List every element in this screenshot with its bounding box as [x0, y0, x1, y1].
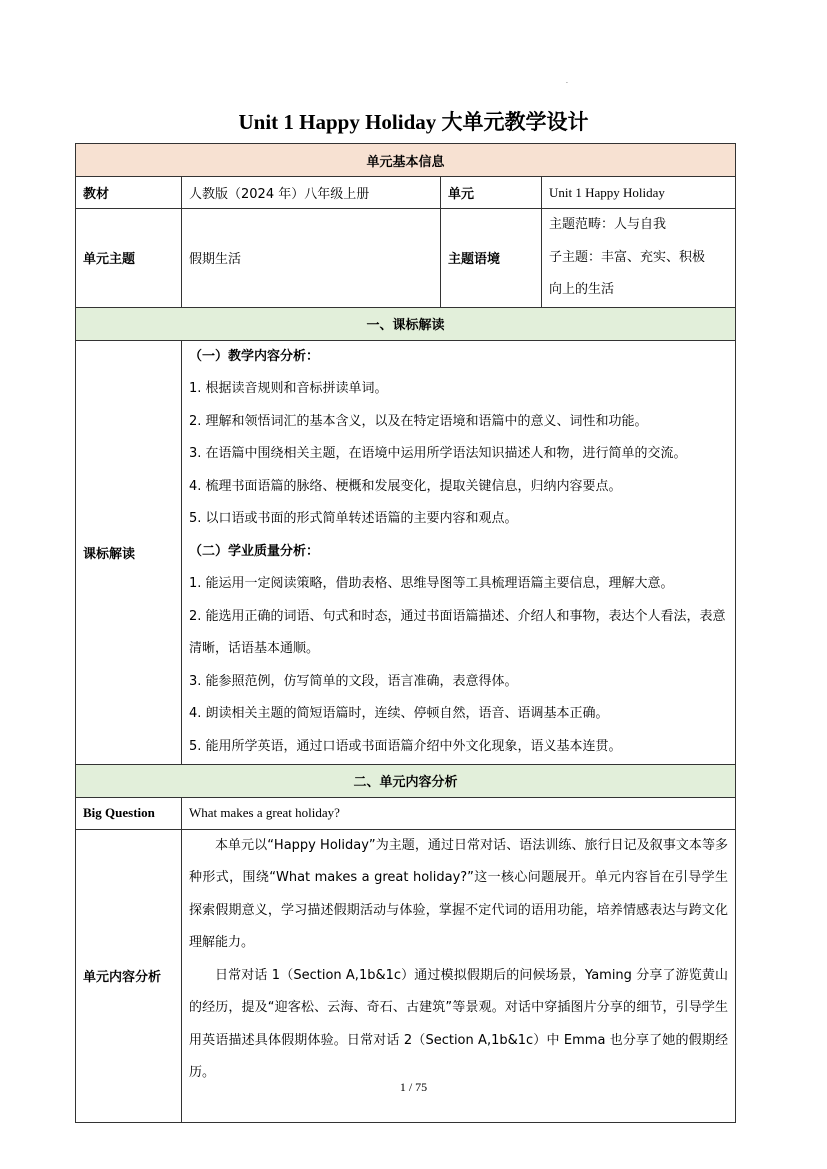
section1-content: [182, 340, 736, 764]
context-label: 主题语境: [441, 209, 542, 308]
theme-label: 单元主题: [76, 209, 182, 308]
context-line: 向上的生活: [549, 282, 615, 297]
list-item: 5. 以口语或书面的形式简单转述语篇的主要内容和观点。: [189, 511, 518, 527]
theme-value: 假期生活: [182, 209, 441, 308]
quality-subtitle: （二）学业质量分析：: [189, 543, 320, 559]
unit-value: Unit 1 Happy Holiday: [542, 177, 736, 209]
page-number: 1 / 75: [399, 1080, 428, 1094]
list-item: 2. 理解和领悟词汇的基本含义，以及在特定语境和语篇中的意义、词性和功能。: [189, 413, 648, 429]
list-item: 1. 根据读音规则和音标拼读单词。: [189, 381, 388, 397]
context-line: 子主题：丰富、充实、积极: [549, 249, 706, 265]
textbook-label: 教材: [76, 177, 182, 209]
unit-design-table: [75, 143, 736, 1123]
textbook-value: 人教版（2024 年）八年级上册: [182, 177, 441, 209]
list-item: 1. 能运用一定阅读策略，借助表格、思维导图等工具梳理语篇主要信息，理解大意。: [189, 576, 674, 592]
list-item: 3. 能参照范例，仿写简单的文段，语言准确，表意得体。: [189, 673, 518, 689]
analysis-paragraph: 日常对话 1（Section A,1b&1c）通过模拟假期后的问候场景，Yaming 分享了游览黄山的经历，提及“迎客松、云海、奇石、古建筑”等景观。对话中穿插图片分享的细节，引导学生用英语描述具体假期体验。日常对话 2（Section A,1b&1c）中 Emma 也分享了她的假期经历。: [189, 967, 729, 1080]
stray-dot: ·: [566, 80, 568, 87]
basic-info-header: 单元基本信息: [76, 144, 736, 177]
big-question-label: Big Question: [76, 797, 182, 829]
section1-header: 一、课标解读: [76, 307, 736, 340]
content-analysis-body: [182, 829, 736, 1122]
list-item: 4. 梳理书面语篇的脉络、梗概和发展变化，提取关键信息，归纳内容要点。: [189, 478, 622, 494]
section1-label: 课标解读: [76, 340, 182, 764]
big-question-value: What makes a great holiday?: [182, 797, 736, 829]
list-item: 3. 在语篇中围绕相关主题，在语境中运用所学语法知识描述人和物，进行简单的交流。: [189, 446, 687, 462]
context-value: [542, 209, 736, 308]
list-item: 5. 能用所学英语，通过口语或书面语篇介绍中外文化现象，语义基本连贯。: [189, 738, 622, 754]
list-item: 2. 能选用正确的词语、句式和时态，通过书面语篇描述、介绍人和事物，表达个人看法，表意清晰，话语基本通顺。: [189, 608, 726, 657]
analysis-paragraph: 本单元以“Happy Holiday”为主题，通过日常对话、语法训练、旅行日记及叙事文本等多种形式，围绕“What makes a great holiday?”这一核心问题展开。单元内容旨在引导学生探索假期意义，学习描述假期活动与体验，掌握不定代词的语用功能，培养情感表达与跨文化理解能力。: [189, 837, 729, 950]
page-title: Unit 1 Happy Holiday 大单元教学设计: [238, 110, 589, 134]
teaching-content-subtitle: （一）教学内容分析：: [189, 348, 320, 364]
content-analysis-label: 单元内容分析: [76, 829, 182, 1122]
list-item: 4. 朗读相关主题的简短语篇时，连续、停顿自然，语音、语调基本正确。: [189, 706, 609, 722]
unit-label: 单元: [441, 177, 542, 209]
section2-header: 二、单元内容分析: [76, 764, 736, 797]
context-line: 主题范畴：人与自我: [549, 217, 667, 232]
